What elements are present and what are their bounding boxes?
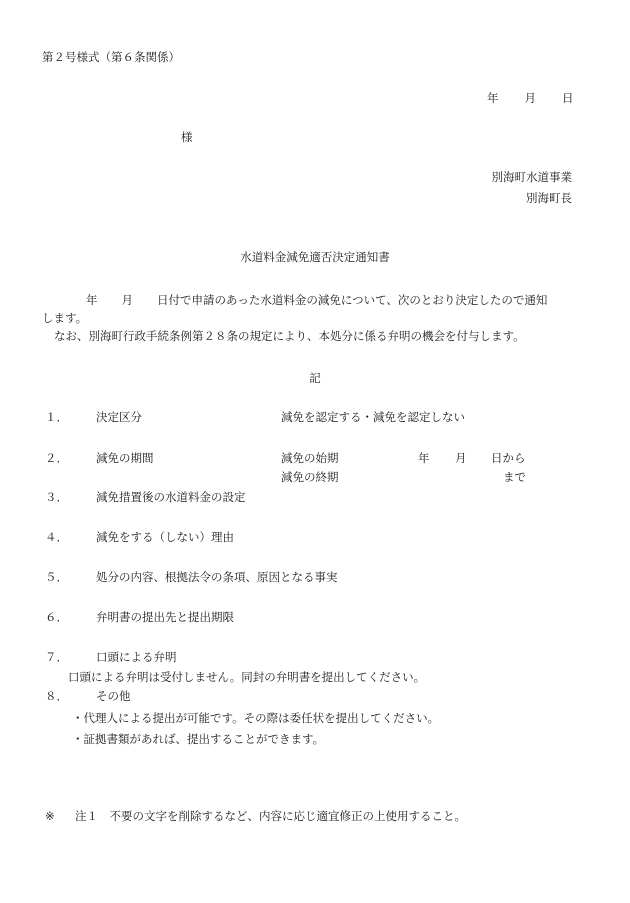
- item-8-label: その他: [96, 689, 131, 703]
- item-5-label: 処分の内容、根拠法令の条項、原因となる事実: [96, 570, 338, 584]
- period-end-label: 減免の終期: [281, 470, 339, 484]
- note-text: 注１ 不要の文字を削除するなど、内容に応じ適宜修正の上使用すること。: [75, 809, 466, 823]
- date-year: 年: [487, 91, 499, 105]
- item-8-bullet-1: ・代理人による提出が可能です。その際は委任状を提出してください。: [72, 711, 440, 725]
- item-8-bullet-2: ・証拠書類があれば、提出することができます。: [72, 732, 325, 746]
- date-day: 日: [562, 91, 574, 105]
- item-6-label: 弁明書の提出先と提出期限: [96, 610, 234, 624]
- item-7-detail: 口頭による弁明は受付しません。同封の弁明書を提出してください。: [68, 670, 426, 684]
- period-start-year: 年: [418, 451, 430, 465]
- body-text-line2: します。: [42, 311, 88, 326]
- date-line: [487, 91, 574, 107]
- item-6-number: ６．: [45, 610, 68, 624]
- body-text-line3: なお、別海町行政手続条例第２８条の規定により、本処分に係る弁明の機会を付与します。: [54, 329, 525, 344]
- item-3-label: 減免措置後の水道料金の設定: [96, 490, 246, 504]
- item-8-number: ８．: [45, 689, 68, 703]
- body-month: 月: [121, 293, 133, 307]
- ki-heading: 記: [309, 371, 321, 385]
- item-7-number: ７．: [45, 650, 68, 664]
- item-1-label: 決定区分: [96, 410, 142, 424]
- item-5-number: ５．: [45, 570, 68, 584]
- item-3-number: ３．: [45, 490, 68, 504]
- body-paragraph: [42, 291, 582, 345]
- footnote: [45, 809, 466, 825]
- period-end-until: まで: [503, 470, 526, 484]
- body-year: 年: [86, 293, 98, 307]
- item-4-label: 減免をする（しない）理由: [96, 530, 234, 544]
- item-2-label: 減免の期間: [96, 451, 154, 465]
- item-2-number: ２．: [45, 451, 68, 465]
- addressee-suffix: 様: [181, 130, 193, 144]
- form-number: 第２号様式（第６条関係）: [42, 50, 180, 64]
- issuer-name: 別海町長: [526, 191, 572, 205]
- body-text-line1: 日付で申請のあった水道料金の減免について、次のとおり決定したので通知: [157, 293, 548, 307]
- period-start-day: 日から: [491, 451, 526, 465]
- item-7-label: 口頭による弁明: [96, 650, 177, 664]
- item-4-number: ４．: [45, 530, 68, 544]
- issuer-organization: 別海町水道事業: [491, 170, 572, 184]
- item-1-number: １．: [45, 410, 68, 424]
- date-month: 月: [524, 91, 536, 105]
- document-title: 水道料金減免適否決定通知書: [240, 250, 390, 264]
- item-1-value: 減免を認定する・減免を認定しない: [281, 410, 465, 424]
- note-mark: ※: [45, 809, 55, 823]
- period-start-label: 減免の始期: [281, 451, 339, 465]
- period-start-month: 月: [455, 451, 467, 465]
